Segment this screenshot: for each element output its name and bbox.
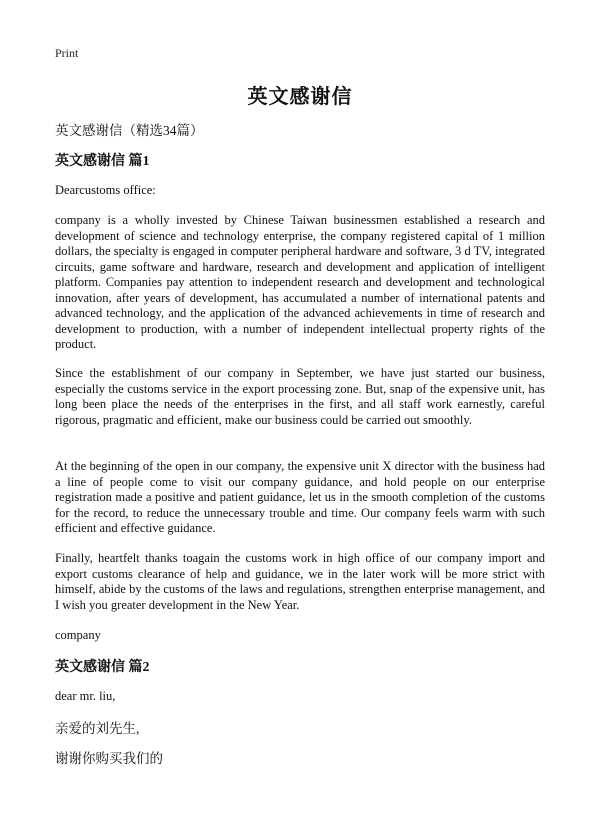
document-subtitle: 英文感谢信（精选34篇）: [55, 123, 204, 138]
print-link[interactable]: Print: [55, 46, 79, 60]
section-heading-1: 英文感谢信 篇1: [55, 154, 150, 169]
paragraph-3: At the beginning of the open in our company, the expensive unit X director with the business had a line of people come to visit our company guidance, and hold people on our enterprise registration made a positive and patient guidance, let us in the smooth completion of the customs for the record, to reduce the unnecessary trouble and time. Our company feels warm with such efficient and effective guidance.: [55, 459, 545, 535]
salutation-cn: 亲爱的刘先生,: [55, 721, 140, 736]
document-title: 英文感谢信: [247, 86, 353, 108]
salutation: Dearcustoms office:: [55, 183, 156, 197]
paragraph-2: Since the establishment of our company in September, we have just started our business, especially the customs service in the export processing zone. But, snap of the expensive unit, has long been place the needs of the enterprises in the first, and all staff work earnestly, careful rigorous, pragmatic and efficient, make our business could be carried out smoothly.: [55, 366, 545, 427]
paragraph-4: Finally, heartfelt thanks toagain the customs work in high office of our company import and export customs clearance of help and guidance, we in the later work will be more strict with himself, abide by the customs of the laws and regulations, strengthen enterprise management, and I wish you greater development in the New Year.: [55, 551, 545, 612]
signature: company: [55, 628, 101, 642]
salutation-en: dear mr. liu,: [55, 689, 116, 703]
letter-opening: 谢谢你购买我们的: [55, 751, 163, 766]
section-heading-2: 英文感谢信 篇2: [55, 660, 150, 675]
paragraph-1: company is a wholly invested by Chinese Taiwan businessmen established a research and development of science and technology enterprise, the company registered capital of 1 million dollars, the specialty is engaged in computer peripheral hardware and software, 3 d TV, integrated circuits, game software and hardware, research and development and application of intelligent platform. Companies pay attention to independent research and development and technological innovation, after years of development, has accumulated a number of international patents and advanced technology, and the application of the advanced achievements in time of research and development to production, with a number of independent intellectual property rights of the product.: [55, 213, 545, 351]
